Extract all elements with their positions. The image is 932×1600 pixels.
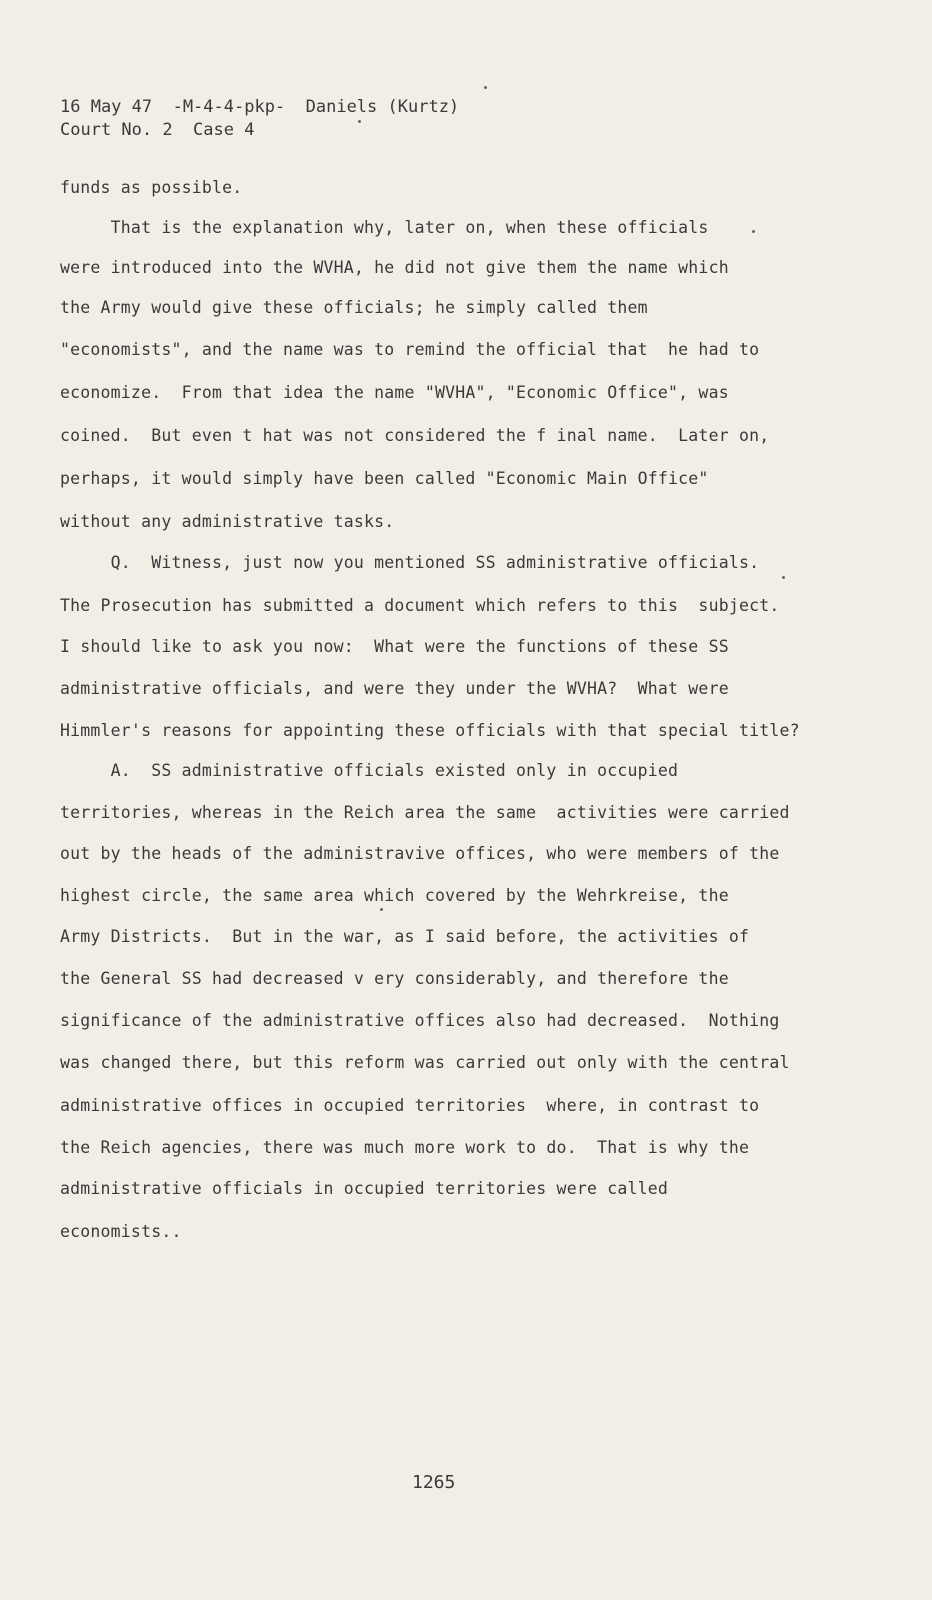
- body-line: significance of the administrative offices also had decreased. Nothing: [60, 1011, 780, 1030]
- body-line: "economists", and the name was to remind the official that he had to: [60, 340, 760, 359]
- paper-speck: [782, 576, 785, 579]
- body-line: administrative offices in occupied territories where, in contrast to: [60, 1096, 760, 1115]
- paper-speck: [752, 230, 755, 233]
- body-line: Himmler's reasons for appointing these officials with that special title?: [60, 721, 800, 740]
- body-line: territories, whereas in the Reich area the same activities were carried: [60, 803, 790, 822]
- page-number: 1265: [412, 1472, 456, 1493]
- body-line: the General SS had decreased v ery considerably, and therefore the: [60, 969, 729, 988]
- paper-speck: [358, 120, 361, 123]
- body-line: The Prosecution has submitted a document which refers to this subject.: [60, 596, 780, 615]
- body-line: economists..: [60, 1222, 182, 1241]
- body-line: Q. Witness, just now you mentioned SS administrative officials.: [60, 553, 760, 572]
- body-line: out by the heads of the administravive offices, who were members of the: [60, 844, 780, 863]
- paper-speck: [380, 908, 383, 911]
- body-line: Army Districts. But in the war, as I said before, the activities of: [60, 927, 750, 946]
- header-line-1: 16 May 47 -M-4-4-pkp- Daniels (Kurtz): [60, 97, 460, 117]
- body-line: administrative officials in occupied territories were called: [60, 1179, 669, 1198]
- header-line-2: Court No. 2 Case 4: [60, 120, 255, 140]
- body-line: was changed there, but this reform was carried out only with the central: [60, 1053, 790, 1072]
- body-line: funds as possible.: [60, 178, 243, 197]
- page-header: [60, 96, 459, 142]
- body-line: the Reich agencies, there was much more work to do. That is why the: [60, 1138, 750, 1157]
- body-line: administrative officials, and were they under the WVHA? What were: [60, 679, 729, 698]
- body-line: without any administrative tasks.: [60, 512, 395, 531]
- body-line: perhaps, it would simply have been called "Economic Main Office": [60, 469, 709, 488]
- body-line: I should like to ask you now: What were the functions of these SS: [60, 637, 729, 656]
- body-line: economize. From that idea the name "WVHA", "Economic Office", was: [60, 383, 729, 402]
- body-line: coined. But even t hat was not considered the f inal name. Later on,: [60, 426, 770, 445]
- body-line: the Army would give these officials; he simply called them: [60, 298, 648, 317]
- body-line: highest circle, the same area which covered by the Wehrkreise, the: [60, 886, 729, 905]
- body-line: That is the explanation why, later on, when these officials: [60, 218, 709, 237]
- body-line: A. SS administrative officials existed only in occupied: [60, 761, 679, 780]
- paper-speck: [484, 86, 487, 89]
- body-line: were introduced into the WVHA, he did not give them the name which: [60, 258, 729, 277]
